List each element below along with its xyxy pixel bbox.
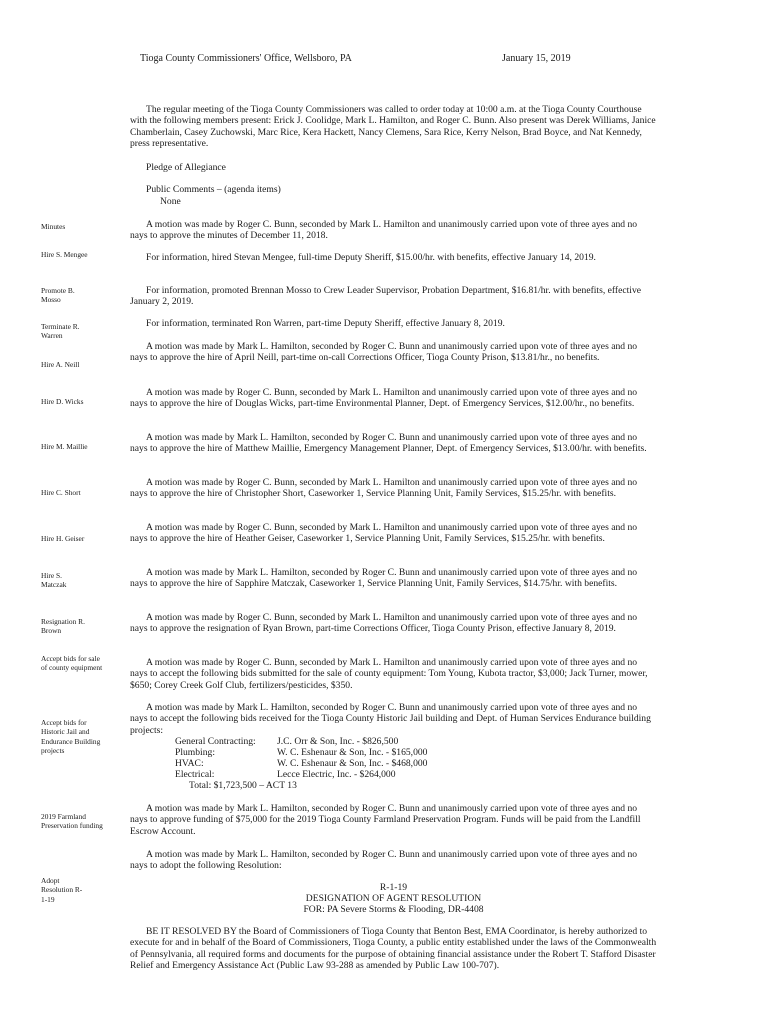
header-office: Tioga County Commissioners' Office, Wellsboro, PA <box>140 53 352 64</box>
item-hire-neill: A motion was made by Mark L. Hamilton, seconded by Roger C. Bunn and unanimously carried upon vote of three ayes and no nays to approve the hire of April Neill, part-time on-call Corrections Officer, Tioga County Prison, $13.81/hr., no benefits. <box>130 341 638 364</box>
resolution-body: BE IT RESOLVED BY the Board of Commissioners of Tioga County that Benton Best, EMA Coordinator, is hereby authorized to execute for and in behalf of the Board of Commissioners, Tioga County, a public entity established under the laws of the Commonwealth of Pennsylvania, all required forms and documents for the purpose of obtaining financial assistance under the Robert T. Stafford Disaster Relief and Emergency Assistance Act (Public Law 93-288 as amended by Public Law 100-707). <box>130 926 657 972</box>
side-label-hire-short: Hire C. Short <box>41 488 81 497</box>
side-label-hire-neill: Hire A. Neill <box>41 360 80 369</box>
bid-vendor: J.C. Orr & Son, Inc. - $826,500 <box>277 736 399 747</box>
public-comments: Public Comments – (agenda items) <box>146 184 281 195</box>
item-hire-matczak: A motion was made by Mark L. Hamilton, seconded by Roger C. Bunn and unanimously carried upon vote of three ayes and no nays to approve the hire of Sapphire Matczak, Caseworker 1, Service Planning Unit, Family Services, $14.75/hr. with benefits. <box>130 567 638 590</box>
side-label-bids-jail: Accept bids for Historic Jail and Endurance Building projects <box>41 718 101 756</box>
bid-vendor: W. C. Eshenaur & Son, Inc. - $468,000 <box>277 758 428 769</box>
pledge: Pledge of Allegiance <box>146 162 226 173</box>
item-hire-maillie: A motion was made by Mark L. Hamilton, seconded by Roger C. Bunn and unanimously carried upon vote of three ayes and no nays to approve the hire of Matthew Maillie, Emergency Management Planner, Dept. of Emergency Services, $13.00/hr. with benefits. <box>130 432 647 455</box>
resolution-for: FOR: PA Severe Storms & Flooding, DR-4408 <box>303 904 484 915</box>
item-bids-equipment: A motion was made by Roger C. Bunn, seconded by Mark L. Hamilton and unanimously carried upon vote of three ayes and no nays to accept the following bids submitted for the sale of county equipment: Tom Young, Kubota tractor, $3,000; Jack Turner, mower, $650; Corey Creek Golf Club, fertilizers/pesticides, $350. <box>130 657 648 691</box>
item-bids-jail: A motion was made by Mark L. Hamilton, seconded by Roger C. Bunn and unanimously carried upon vote of three ayes and no nays to accept the following bids received for the Tioga County Historic Jail building and Dept. of Human Services Endurance building projects: <box>130 702 651 736</box>
header-date: January 15, 2019 <box>502 53 571 64</box>
side-label-farmland: 2019 Farmland Preservation funding <box>41 812 103 831</box>
bid-category: Electrical: <box>175 769 215 780</box>
bids-total: Total: $1,723,500 – ACT 13 <box>189 780 297 791</box>
side-label-hire-maillie: Hire M. Maillie <box>41 442 88 451</box>
item-hire-wicks: A motion was made by Roger C. Bunn, seconded by Mark L. Hamilton and unanimously carried upon vote of three ayes and no nays to approve the hire of Douglas Wicks, part-time Environmental Planner, Dept. of Emergency Services, $12.00/hr., no benefits. <box>130 387 638 410</box>
side-label-resignation-brown: Resignation R. Brown <box>41 617 85 636</box>
item-resignation-brown: A motion was made by Roger C. Bunn, seconded by Mark L. Hamilton and unanimously carried upon vote of three ayes and no nays to approve the resignation of Ryan Brown, part-time Corrections Officer, Tioga County Prison, effective January 8, 2019. <box>130 612 638 635</box>
bid-category: General Contracting: <box>175 736 256 747</box>
item-adopt-resolution: A motion was made by Mark L. Hamilton, seconded by Roger C. Bunn and unanimously carried upon vote of three ayes and no nays to adopt the following Resolution: <box>130 849 638 872</box>
item-promote-mosso: For information, promoted Brennan Mosso to Crew Leader Supervisor, Probation Department, $16.81/hr. with benefits, effective January 2, 2019. <box>130 285 642 308</box>
item-hire-geiser: A motion was made by Roger C. Bunn, seconded by Mark L. Hamilton and unanimously carried upon vote of three ayes and no nays to approve the hire of Heather Geiser, Caseworker 1, Service Planning Unit, Family Services, $15.25/hr. with benefits. <box>130 522 638 545</box>
bid-category: HVAC: <box>175 758 204 769</box>
resolution-title: DESIGNATION OF AGENT RESOLUTION <box>305 893 482 904</box>
side-label-hire-matczak: Hire S. Matczak <box>41 571 67 590</box>
side-label-hire-geiser: Hire H. Geiser <box>41 534 85 543</box>
public-comments-none: None <box>160 196 181 207</box>
side-label-bids-equipment: Accept bids for sale of county equipment <box>41 654 103 673</box>
side-label-hire-mengee: Hire S. Mengee <box>41 250 88 259</box>
side-label-adopt-resolution: Adopt Resolution R-1-19 <box>41 876 83 904</box>
item-minutes: A motion was made by Roger C. Bunn, seconded by Mark L. Hamilton and unanimously carried upon vote of three ayes and no nays to approve the minutes of December 11, 2018. <box>130 219 638 242</box>
bid-vendor: W. C. Eshenaur & Son, Inc. - $165,000 <box>277 747 428 758</box>
bid-vendor: Lecce Electric, Inc. - $264,000 <box>277 769 396 780</box>
item-hire-mengee: For information, hired Stevan Mengee, full-time Deputy Sheriff, $15.00/hr. with benefits, effective January 14, 2019. <box>146 252 596 263</box>
resolution-number: R-1-19 <box>379 882 408 893</box>
item-farmland: A motion was made by Mark L. Hamilton, seconded by Roger C. Bunn and unanimously carried upon vote of three ayes and no nays to approve funding of $75,000 for the 2019 Tioga County Farmland Preservation Program. Funds will be paid from the Landfill Escrow Account. <box>130 803 641 837</box>
side-label-hire-wicks: Hire D. Wicks <box>41 397 84 406</box>
side-label-minutes: Minutes <box>41 222 66 231</box>
item-terminate-warren: For information, terminated Ron Warren, part-time Deputy Sheriff, effective January 8, 2019. <box>146 318 505 329</box>
item-hire-short: A motion was made by Roger C. Bunn, seconded by Mark L. Hamilton and unanimously carried upon vote of three ayes and no nays to approve the hire of Christopher Short, Caseworker 1, Service Planning Unit, Family Services, $15.25/hr. with benefits. <box>130 477 638 500</box>
intro-paragraph: The regular meeting of the Tioga County Commissioners was called to order today at 10:00 a.m. at the Tioga County Courthouse with the following members present: Erick J. Coolidge, Mark L. Hamilton, and Roger C. Bunn. Also present was Derek Williams, Janice Chamberlain, Casey Zuchowski, Marc Rice, Kera Hackett, Nancy Clemens, Sara Rice, Kerry Nelson, Brad Boyce, and Nat Kennedy, press representative. <box>130 104 656 150</box>
side-label-terminate-warren: Terminate R. Warren <box>41 322 80 341</box>
bid-category: Plumbing: <box>175 747 215 758</box>
side-label-promote-mosso: Promote B. Mosso <box>41 286 75 305</box>
